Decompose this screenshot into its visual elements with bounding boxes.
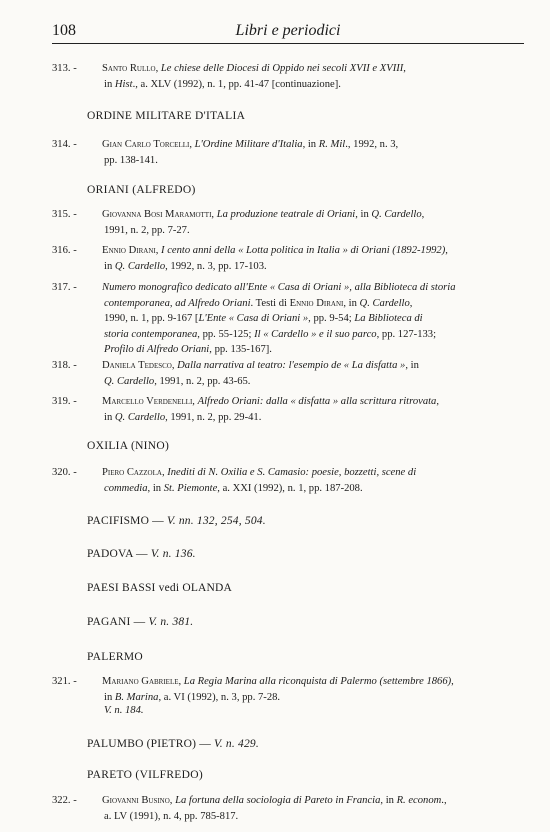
entry-line: Mariano Gabriele, La Regia Marina alla riconquista di Palermo (settembre 1866), — [102, 676, 454, 687]
entry-line: in B. Marina, a. VI (1992), n. 3, pp. 7-28. — [104, 691, 281, 703]
entry-number: 321. - — [52, 676, 77, 687]
entry-number: 315. - — [52, 209, 77, 220]
entry-line: Profilo di Alfredo Oriani, pp. 135-167]. — [104, 344, 272, 355]
header-rule — [52, 43, 524, 44]
entry-text — [102, 137, 530, 168]
entry-line: in Q. Cardello, 1991, n. 2, pp. 29-41. — [104, 411, 262, 423]
entry-text — [102, 61, 530, 92]
page-number: 108 — [52, 22, 76, 39]
entry-number: 322. - — [52, 795, 77, 806]
entry-line: 1991, n. 2, pp. 7-27. — [104, 224, 190, 236]
entry-number: 314. - — [52, 139, 77, 150]
cross-reference-pacifismo — [87, 515, 266, 527]
entry-text — [102, 243, 530, 274]
xref-target: V. n. 136. — [150, 548, 196, 560]
cross-reference-pagani — [87, 616, 193, 628]
xref-label: PAESI BASSI vedi OLANDA — [87, 582, 233, 594]
xref-target: V. nn. 132, 254, 504. — [166, 515, 266, 527]
entry-line: Marcello Verdenelli, Alfredo Oriani: dalla « disfatta » alla scrittura ritrovata, — [102, 396, 440, 407]
section-heading: ORIANI (ALFREDO) — [87, 184, 196, 196]
section-heading: PALERMO — [87, 651, 143, 663]
entry-number: 318. - — [52, 360, 77, 371]
entry-line: storia contemporanea, pp. 55-125; Il « Cardello » e il suo parco, pp. 127-133; — [104, 328, 437, 340]
xref-target: V. n. 381. — [148, 616, 194, 628]
entry-number: 316. - — [52, 245, 77, 256]
xref-label: PAGANI — — [87, 616, 146, 628]
xref-target: V. n. 429. — [214, 738, 259, 750]
section-heading: OXILIA (NINO) — [87, 440, 170, 452]
entry-line: 1990, n. 1, pp. 9-167 [L'Ente « Casa di Oriani », pp. 9-54; La Biblioteca di — [104, 313, 423, 324]
entry-text — [102, 465, 530, 496]
page-header — [52, 22, 524, 44]
running-title: Libri e periodici — [235, 22, 341, 39]
entry-line: Santo Rullo, Le chiese delle Diocesi di Oppido nei secoli XVII e XVIII, — [102, 63, 406, 74]
xref-label: PALUMBO (PIETRO) — — [87, 738, 211, 750]
cross-reference-paesi-bassi — [87, 582, 232, 594]
entry-line: Giovanna Bosi Maramotti, La produzione teatrale di Oriani, in Q. Cardello, — [102, 209, 425, 220]
entry-text — [102, 793, 530, 824]
entry-text — [102, 207, 530, 238]
entry-number: 320. - — [52, 467, 77, 478]
entry-text — [102, 394, 530, 425]
entry-line: in Hist., a. XLV (1992), n. 1, pp. 41-47 [continuazione]. — [104, 78, 341, 90]
entry-line: Numero monografico dedicato all'Ente « Casa di Oriani », alla Biblioteca di storia — [102, 282, 456, 293]
see-also-reference: V. n. 184. — [104, 705, 144, 716]
entry-line: Gian Carlo Torcelli, L'Ordine Militare d'Italia, in R. Mil., 1992, n. 3, — [102, 139, 399, 150]
xref-label: PACIFISMO — — [87, 515, 164, 527]
xref-label: PADOVA — — [87, 548, 148, 560]
entry-line: pp. 138-141. — [104, 154, 158, 166]
entry-line: Piero Cazzola, Inediti di N. Oxilia e S. Camasio: poesie, bozzetti, scene di — [102, 467, 417, 478]
entry-line: a. LV (1991), n. 4, pp. 785-817. — [104, 810, 239, 822]
entry-text — [102, 280, 530, 358]
cross-reference-padova — [87, 548, 196, 560]
section-heading: ORDINE MILITARE D'ITALIA — [87, 110, 246, 122]
section-heading: PARETO (VILFREDO) — [87, 769, 203, 781]
entry-text — [102, 674, 530, 705]
entry-line: contemporanea, ad Alfredo Oriani. Testi di Ennio Dirani, in Q. Cardello, — [104, 297, 413, 309]
entry-number: 313. - — [52, 63, 77, 74]
cross-reference-palumbo — [87, 738, 259, 750]
entry-line: in Q. Cardello, 1992, n. 3, pp. 17-103. — [104, 260, 267, 272]
entry-line: Giovanni Busino, La fortuna della sociologia di Pareto in Francia, in R. econom., — [102, 795, 447, 806]
entry-line: Q. Cardello, 1991, n. 2, pp. 43-65. — [104, 375, 251, 387]
entry-line: commedia, in St. Piemonte, a. XXI (1992), n. 1, pp. 187-208. — [104, 482, 363, 494]
entry-line: Daniela Tedesco, Dalla narrativa al teatro: l'esempio de « La disfatta », in — [102, 360, 419, 371]
entry-text — [102, 358, 530, 389]
entry-number: 317. - — [52, 282, 77, 293]
entry-line: Ennio Dirani, I cento anni della « Lotta politica in Italia » di Oriani (1892-1992), — [102, 245, 448, 256]
entry-number: 319. - — [52, 396, 77, 407]
